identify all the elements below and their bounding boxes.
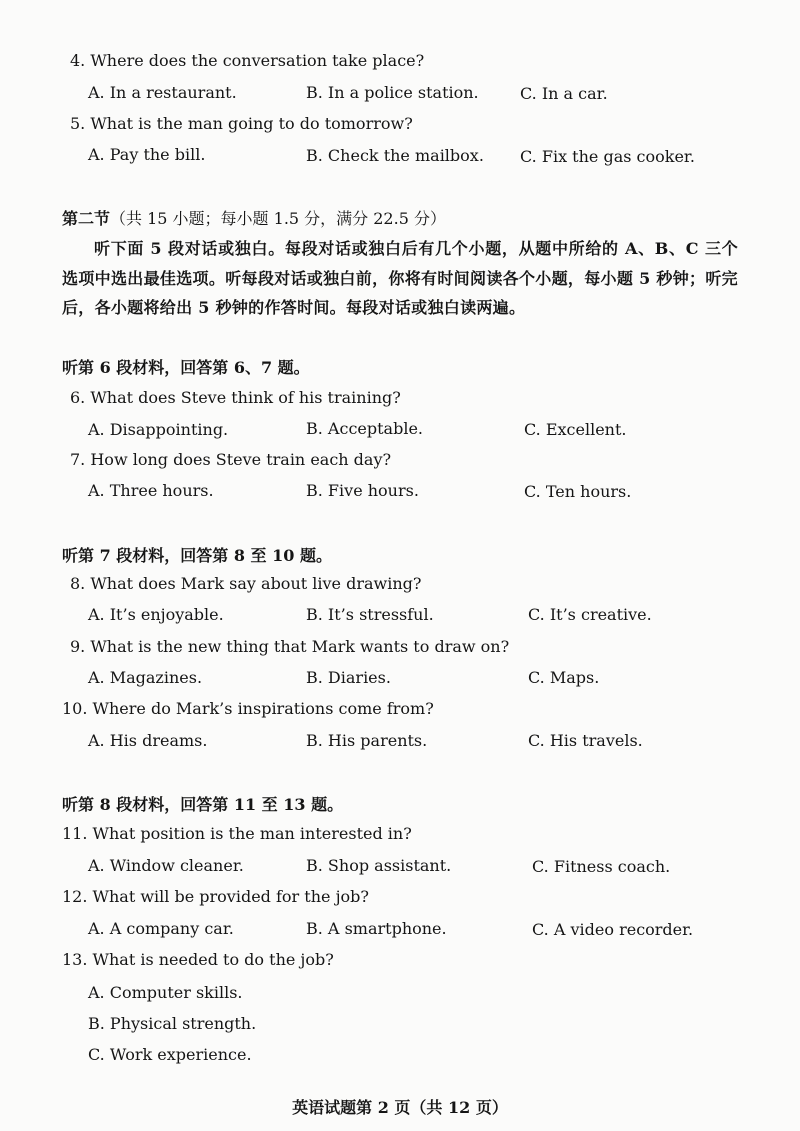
question-8-option-a: A. It’s enjoyable. — [88, 605, 224, 624]
question-8-option-c: C. It’s creative. — [528, 605, 652, 624]
question-9-option-a: A. Magazines. — [88, 668, 203, 687]
question-5-option-c: C. Fix the gas cooker. — [520, 147, 695, 166]
page-footer: 英语试题第 2 页（共 12 页） — [292, 1098, 508, 1117]
group-heading-material-8: 听第 8 段材料，回答第 11 至 13 题。 — [62, 795, 344, 814]
question-11-stem: 11. What position is the man interested in? — [62, 824, 412, 843]
question-13-option-c: C. Work experience. — [88, 1045, 252, 1064]
question-8-option-b: B. It’s stressful. — [306, 605, 434, 624]
question-9-stem: 9. What is the new thing that Mark wants to draw on? — [70, 637, 510, 656]
question-9-option-b: B. Diaries. — [306, 668, 391, 687]
question-6-option-c: C. Excellent. — [524, 420, 627, 439]
question-7-option-c: C. Ten hours. — [524, 482, 632, 501]
question-5-stem: 5. What is the man going to do tomorrow? — [70, 114, 413, 133]
question-4-option-a: A. In a restaurant. — [88, 83, 237, 102]
section-2-title — [62, 206, 800, 229]
question-12-stem: 12. What will be provided for the job? — [62, 887, 369, 906]
question-10-option-a: A. His dreams. — [88, 731, 208, 750]
question-13-option-b: B. Physical strength. — [88, 1014, 257, 1033]
question-6-option-b: B. Acceptable. — [306, 419, 423, 438]
section-2-scoring-note: （共 15 小题；每小题 1.5 分，满分 22.5 分） — [110, 209, 446, 228]
question-4-option-c: C. In a car. — [520, 84, 608, 103]
question-11-option-a: A. Window cleaner. — [88, 856, 244, 875]
question-10-stem: 10. Where do Mark’s inspirations come from? — [62, 699, 434, 718]
question-13-option-a: A. Computer skills. — [88, 983, 243, 1002]
section-2-instructions: 听下面 5 段对话或独白。每段对话或独白后有几个小题，从题中所给的 A、B、C 三个选项中选出最佳选项。听每段对话或独白前，你将有时间阅读各个小题，每小题 5 秒钟；听完后，各小题将给出 5 秒钟的作答时间。每段对话或独白读两遍。 — [62, 239, 738, 317]
question-12-option-c: C. A video recorder. — [532, 920, 694, 939]
question-7-stem: 7. How long does Steve train each day? — [70, 450, 392, 469]
question-12-option-b: B. A smartphone. — [306, 919, 447, 938]
question-7-option-a: A. Three hours. — [88, 481, 214, 500]
question-4-option-b: B. In a police station. — [306, 83, 479, 102]
question-4-stem: 4. Where does the conversation take place? — [70, 51, 425, 70]
question-9-option-c: C. Maps. — [528, 668, 600, 687]
question-10-option-c: C. His travels. — [528, 731, 643, 750]
question-13-stem: 13. What is needed to do the job? — [62, 950, 334, 969]
question-6-option-a: A. Disappointing. — [88, 420, 229, 439]
group-heading-material-7: 听第 7 段材料，回答第 8 至 10 题。 — [62, 546, 332, 565]
question-7-option-b: B. Five hours. — [306, 481, 419, 500]
question-11-option-b: B. Shop assistant. — [306, 856, 452, 875]
question-12-option-a: A. A company car. — [88, 919, 234, 938]
question-5-option-b: B. Check the mailbox. — [306, 146, 484, 165]
question-5-option-a: A. Pay the bill. — [88, 145, 206, 164]
group-heading-material-6: 听第 6 段材料，回答第 6、7 题。 — [62, 358, 310, 377]
question-10-option-b: B. His parents. — [306, 731, 428, 750]
question-8-stem: 8. What does Mark say about live drawing? — [70, 574, 422, 593]
question-6-stem: 6. What does Steve think of his training? — [70, 388, 401, 407]
section-2-label: 第二节 — [62, 209, 111, 228]
question-11-option-c: C. Fitness coach. — [532, 857, 671, 876]
